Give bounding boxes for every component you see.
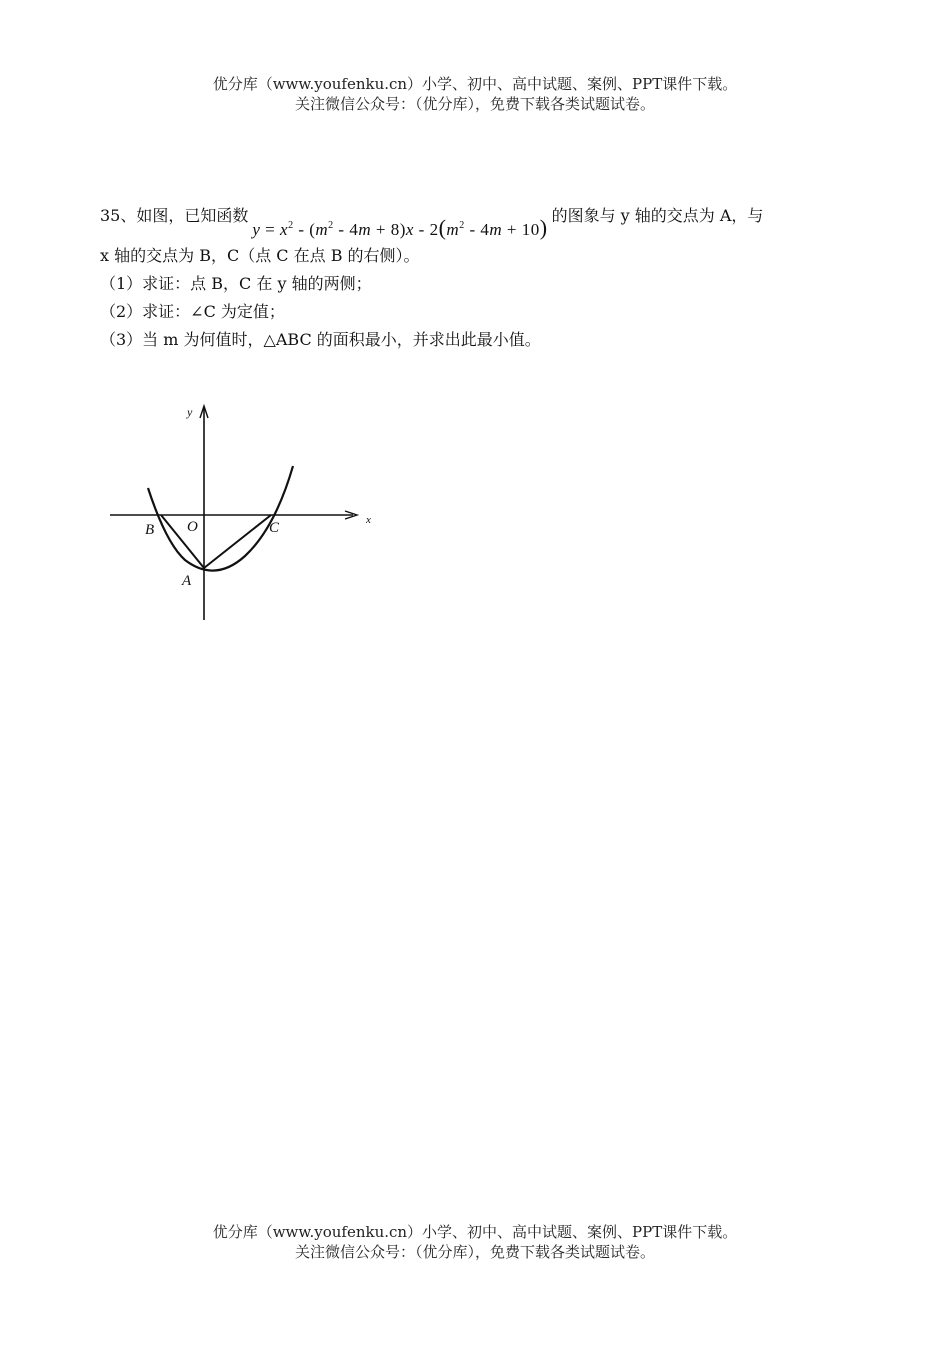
header-line-1: 优分库（www.youfenku.cn）小学、初中、高中试题、案例、PPT课件下载。 [212, 75, 738, 93]
y-axis-label: y [187, 405, 193, 419]
origin-label: O [187, 519, 198, 535]
point-a-label: A [182, 573, 192, 589]
function-formula: $y = x^2 - (m^2 - 4m + 8)x - 2(m^2 - 4m + 10)$ [252, 215, 548, 240]
problem-statement-line-1 [100, 198, 860, 242]
problem-35 [100, 198, 860, 354]
question-1: （1）求证：点 B，C 在 y 轴的两侧； [100, 274, 372, 293]
problem-suffix: 的图象与 y 轴的交点为 A，与 [551, 206, 764, 225]
parabola-diagram [105, 398, 380, 623]
parabola-figure [105, 398, 380, 623]
x-axis-label: x [366, 514, 371, 526]
page-footer [0, 1222, 950, 1262]
problem-prefix: 35、如图，已知函数 [100, 206, 249, 225]
footer-line-2: 关注微信公众号：（优分库），免费下载各类试题试卷。 [294, 1243, 655, 1261]
point-b-label: B [145, 522, 155, 538]
problem-statement-line-2: x 轴的交点为 B，C（点 C 在点 B 的右侧）。 [100, 246, 420, 265]
question-3: （3）当 m 为何值时，△ABC 的面积最小，并求出此最小值。 [100, 330, 541, 349]
question-2: （2）求证：∠C 为定值； [100, 302, 285, 321]
segment-ac [204, 515, 271, 568]
footer-line-1: 优分库（www.youfenku.cn）小学、初中、高中试题、案例、PPT课件下载。 [212, 1223, 738, 1241]
point-c-label: C [269, 520, 280, 536]
header-line-2: 关注微信公众号：（优分库），免费下载各类试题试卷。 [294, 95, 655, 113]
page-header [0, 74, 950, 114]
